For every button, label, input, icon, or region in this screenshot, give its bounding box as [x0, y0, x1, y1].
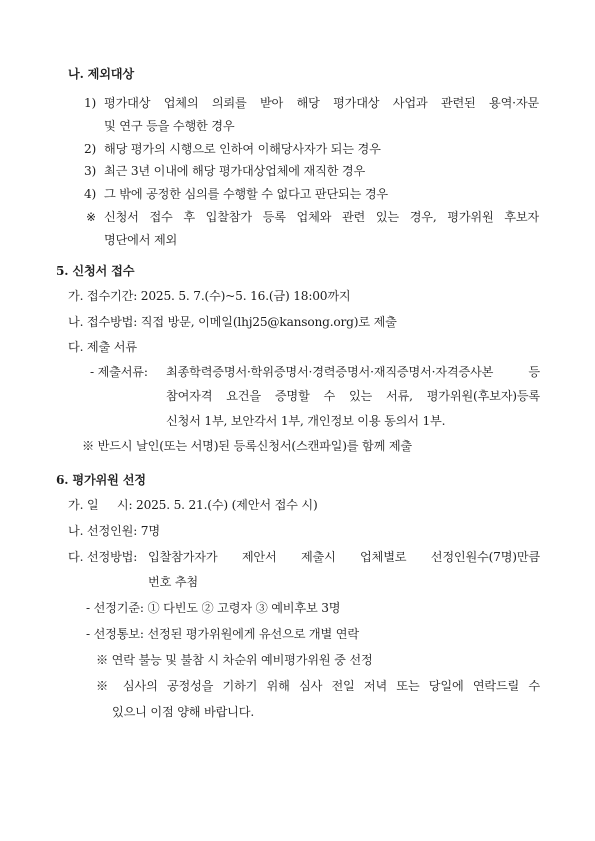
- exclusion-item-4-num: 4): [84, 187, 97, 201]
- selection-criteria: - 선정기준: ① 다빈도 ② 고령자 ③ 예비후보 3명: [86, 601, 341, 615]
- submission-method: 나. 접수방법: 직접 방문, 이메일(lhj25@kansong.org)로 제출: [68, 315, 397, 329]
- submission-docs-label: - 제출서류:: [90, 365, 148, 379]
- exclusion-note-mark: ※: [86, 210, 97, 224]
- selection-note-2-cont: 있으니 이점 양해 바랍니다.: [112, 705, 255, 719]
- selection-note-1: ※ 연락 불능 및 불참 시 차순위 예비평가위원 중 선정: [96, 653, 373, 667]
- section-5-heading: 5. 신청서 접수: [56, 264, 135, 278]
- selection-note-2: ※ 심사의 공정성을 기하기 위해 심사 전일 저녁 또는 당일에 연락드릴 수: [96, 679, 540, 693]
- exclusion-heading: 나. 제외대상: [68, 67, 134, 81]
- exclusion-item-1-num: 1): [84, 96, 97, 110]
- selection-count: 나. 선정인원: 7명: [68, 524, 160, 538]
- selection-notice: - 선정통보: 선정된 평가위원에게 유선으로 개별 연락: [86, 627, 359, 641]
- submission-docs-line-2: 참여자격 요건을 증명할 수 있는 서류, 평가위원(후보자)등록: [166, 389, 540, 403]
- selection-date: 가. 일 시: 2025. 5. 21.(수) (제안서 접수 시): [68, 498, 318, 512]
- exclusion-item-2-num: 2): [84, 142, 97, 156]
- exclusion-item-3-num: 3): [84, 164, 97, 178]
- submission-docs-heading: 다. 제출 서류: [68, 340, 137, 354]
- exclusion-item-1-text-cont: 및 연구 등을 수행한 경우: [104, 119, 235, 133]
- exclusion-item-3-text: 최근 3년 이내에 해당 평가대상업체에 재직한 경우: [104, 164, 366, 178]
- submission-period: 가. 접수기간: 2025. 5. 7.(수)~5. 16.(금) 18:00까지: [68, 289, 351, 303]
- submission-docs-line-1: 최종학력증명서·학위증명서·경력증명서·재직증명서·자격증사본 등: [166, 365, 540, 379]
- submission-docs-line-3: 신청서 1부, 보안각서 1부, 개인정보 이용 동의서 1부.: [166, 414, 446, 428]
- exclusion-note-text: 신청서 접수 후 입찰참가 등록 업체와 관련 있는 경우, 평가위원 후보자: [104, 210, 539, 224]
- selection-method-label: 다. 선정방법:: [68, 550, 138, 564]
- exclusion-item-1-text: 평가대상 업체의 의뢰를 받아 해당 평가대상 사업과 관련된 용역·자문: [104, 96, 539, 110]
- submission-note: ※ 반드시 날인(또는 서명)된 등록신청서(스캔파일)를 함께 제출: [82, 439, 413, 453]
- exclusion-item-2-text: 해당 평가의 시행으로 인하여 이해당사자가 되는 경우: [104, 142, 381, 156]
- selection-method-line-1: 입찰참가자가 제안서 제출시 업체별로 선정인원수(7명)만큼: [148, 550, 540, 564]
- selection-method-line-2: 번호 추첨: [148, 575, 198, 589]
- exclusion-item-4-text: 그 밖에 공정한 심의를 수행할 수 없다고 판단되는 경우: [104, 187, 389, 201]
- section-6-heading: 6. 평가위원 선정: [56, 473, 146, 487]
- exclusion-note-text-cont: 명단에서 제외: [104, 233, 178, 247]
